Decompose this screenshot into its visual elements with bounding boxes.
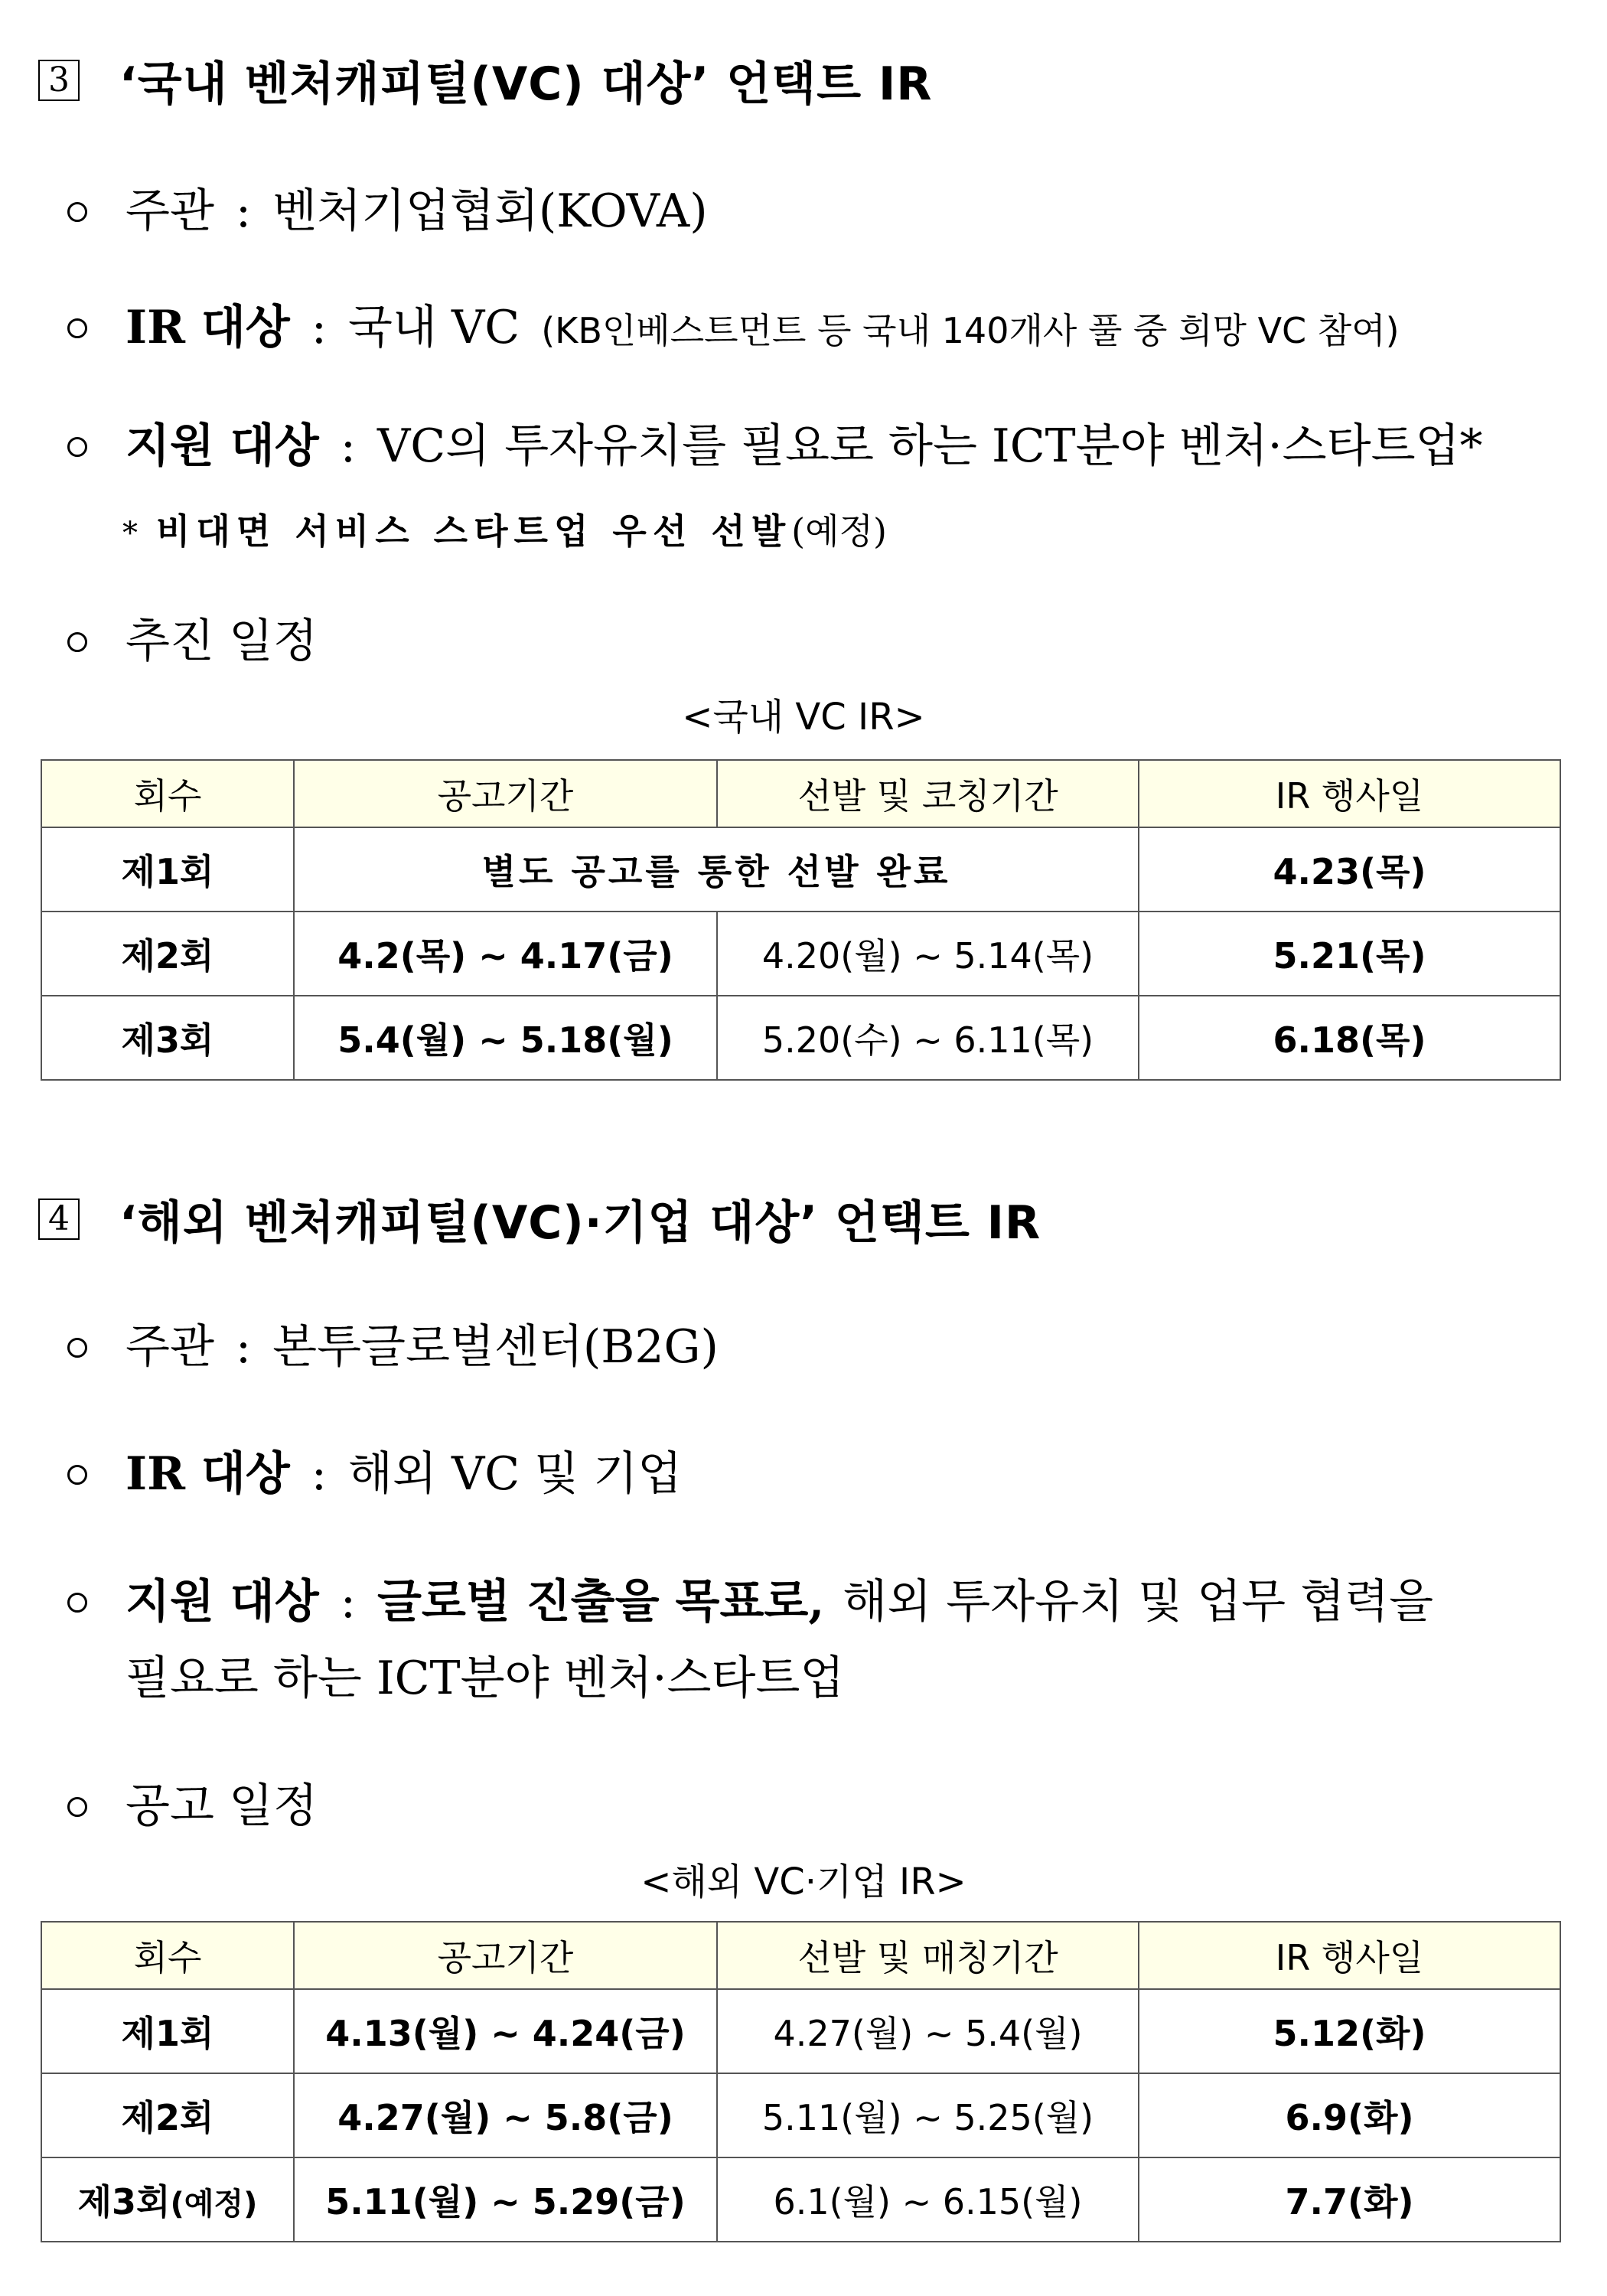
schedule-label: 공고 일정 [125,1779,318,1833]
overseas-ir-table [41,1921,1561,2242]
circle-bullet-icon [67,1797,87,1817]
table-header-row [41,1922,1560,1989]
header-select: 선발 및 매칭기간 [717,1922,1139,1989]
select-cell: 4.20(월) ~ 5.14(목) [717,912,1139,996]
date-cell: 4.23(목) [1139,827,1560,912]
target-value: 해외 VC 및 기업 [347,1447,683,1501]
round-tail: (예정) [170,2187,258,2222]
host-label: 주관 [125,184,214,238]
circle-bullet-icon [67,632,87,652]
circle-bullet-icon [67,1465,87,1485]
circle-bullet-icon [67,202,87,222]
target-label: IR 대상 [125,301,290,354]
header-date: IR 행사일 [1139,1922,1560,1989]
target-value: 국내 VC [347,301,520,354]
select-cell: 5.11(월) ~ 5.25(월) [717,2073,1139,2157]
round-label: 제1회 [121,2013,214,2054]
circle-bullet-icon [67,1593,87,1613]
table-row [41,912,1560,996]
header-notice: 공고기간 [294,1922,717,1989]
round-cell: 제3회 [41,996,294,1080]
merged-cell: 별도 공고를 통한 선발 완료 [294,827,1139,912]
support-value: VC의 투자유치를 필요로 하는 ICT분야 벤처·스타트업* [376,419,1483,473]
circle-bullet-icon [67,1338,87,1358]
table-row [41,996,1560,1080]
date-cell: 6.9(화) [1139,2073,1560,2157]
header-round: 회수 [41,1922,294,1989]
support-value-bold: 글로벌 진출을 목표로, [376,1575,825,1629]
header-date: IR 행사일 [1139,760,1560,827]
host-value: 벤처기업협회(KOVA) [272,184,708,238]
host-label: 주관 [125,1320,214,1374]
section3-schedule-item [67,605,318,670]
select-cell: 6.1(월) ~ 6.15(월) [717,2157,1139,2242]
notice-cell: 4.27(월) ~ 5.8(금) [294,2073,717,2157]
select-cell: 5.20(수) ~ 6.11(목) [717,996,1139,1080]
notice-cell: 5.4(월) ~ 5.18(월) [294,996,717,1080]
circle-bullet-icon [67,437,87,457]
round-cell: 제1회 [41,827,294,912]
round-cell [41,2073,294,2157]
select-cell: 4.27(월) ~ 5.4(월) [717,1989,1139,2073]
circle-bullet-icon [67,318,87,338]
target-note: (KB인베스트먼트 등 국내 140개사 풀 중 희망 VC 참여) [541,310,1400,351]
round-cell [41,1989,294,2073]
table-row [41,827,1560,912]
header-notice: 공고기간 [294,760,717,827]
support-label: 지원 대상 [125,419,319,473]
section3-heading [38,47,933,113]
round-label: 제3회 [77,2181,171,2223]
section3-number-box: 3 [38,60,80,101]
section4-title: ‘해외 벤처캐피털(VC)·기업 대상’ 언택트 IR [119,1196,1041,1250]
date-cell: 7.7(화) [1139,2157,1560,2242]
footnote-tail: (예정) [791,510,887,552]
footnote-bold: 비대면 서비스 스타트업 우선 선발 [156,510,792,552]
support-value-rest: 해외 투자유치 및 업무 협력을 [843,1575,1434,1629]
round-cell: 제2회 [41,912,294,996]
support-value-line2: 필요로 하는 ICT분야 벤처·스타트업 [125,1652,845,1705]
section4-heading [38,1186,1041,1252]
table2-caption: <해외 VC·기업 IR> [641,1861,966,1903]
schedule-label: 추진 일정 [125,615,318,668]
section3-title: ‘국내 벤처캐피털(VC) 대상’ 언택트 IR [119,57,933,111]
header-round: 회수 [41,760,294,827]
host-value: 본투글로벌센터(B2G) [272,1320,719,1374]
table-row [41,2157,1560,2242]
section4-schedule-item [67,1769,318,1835]
round-label: 제2회 [121,2097,214,2138]
table-row [41,1989,1560,2073]
domestic-ir-table [41,759,1561,1081]
notice-cell: 4.2(목) ~ 4.17(금) [294,912,717,996]
header-select: 선발 및 코칭기간 [717,760,1139,827]
section4-support-item: 지원 대상 : 글로벌 진출을 목표로, 해외 투자유치 및 업무 협력을 [67,1565,1433,1631]
notice-cell: 5.11(월) ~ 5.29(금) [294,2157,717,2242]
table1-caption: <국내 VC IR> [682,696,925,739]
support-label: 지원 대상 [125,1575,319,1629]
section4-number-box: 4 [38,1199,80,1240]
round-cell [41,2157,294,2242]
table-row [41,2073,1560,2157]
date-cell: 6.18(목) [1139,996,1560,1080]
section3-target-item: IR 대상 : 국내 VC (KB인베스트먼트 등 국내 140개사 풀 중 희망 VC 참여) [67,291,1400,357]
target-label: IR 대상 [125,1447,290,1501]
date-cell: 5.21(목) [1139,912,1560,996]
section3-host-item: 주관 : 벤처기업협회(KOVA) [67,174,708,240]
section3-support-item: 지원 대상 : VC의 투자유치를 필요로 하는 ICT분야 벤처·스타트업* [67,409,1483,475]
table-header-row [41,760,1560,827]
support-footnote: * 비대면 서비스 스타트업 우선 선발(예정) [122,510,887,552]
notice-cell: 4.13(월) ~ 4.24(금) [294,1989,717,2073]
section4-target-item: IR 대상 : 해외 VC 및 기업 [67,1437,682,1503]
date-cell: 5.12(화) [1139,1989,1560,2073]
section4-host-item: 주관 : 본투글로벌센터(B2G) [67,1310,719,1376]
